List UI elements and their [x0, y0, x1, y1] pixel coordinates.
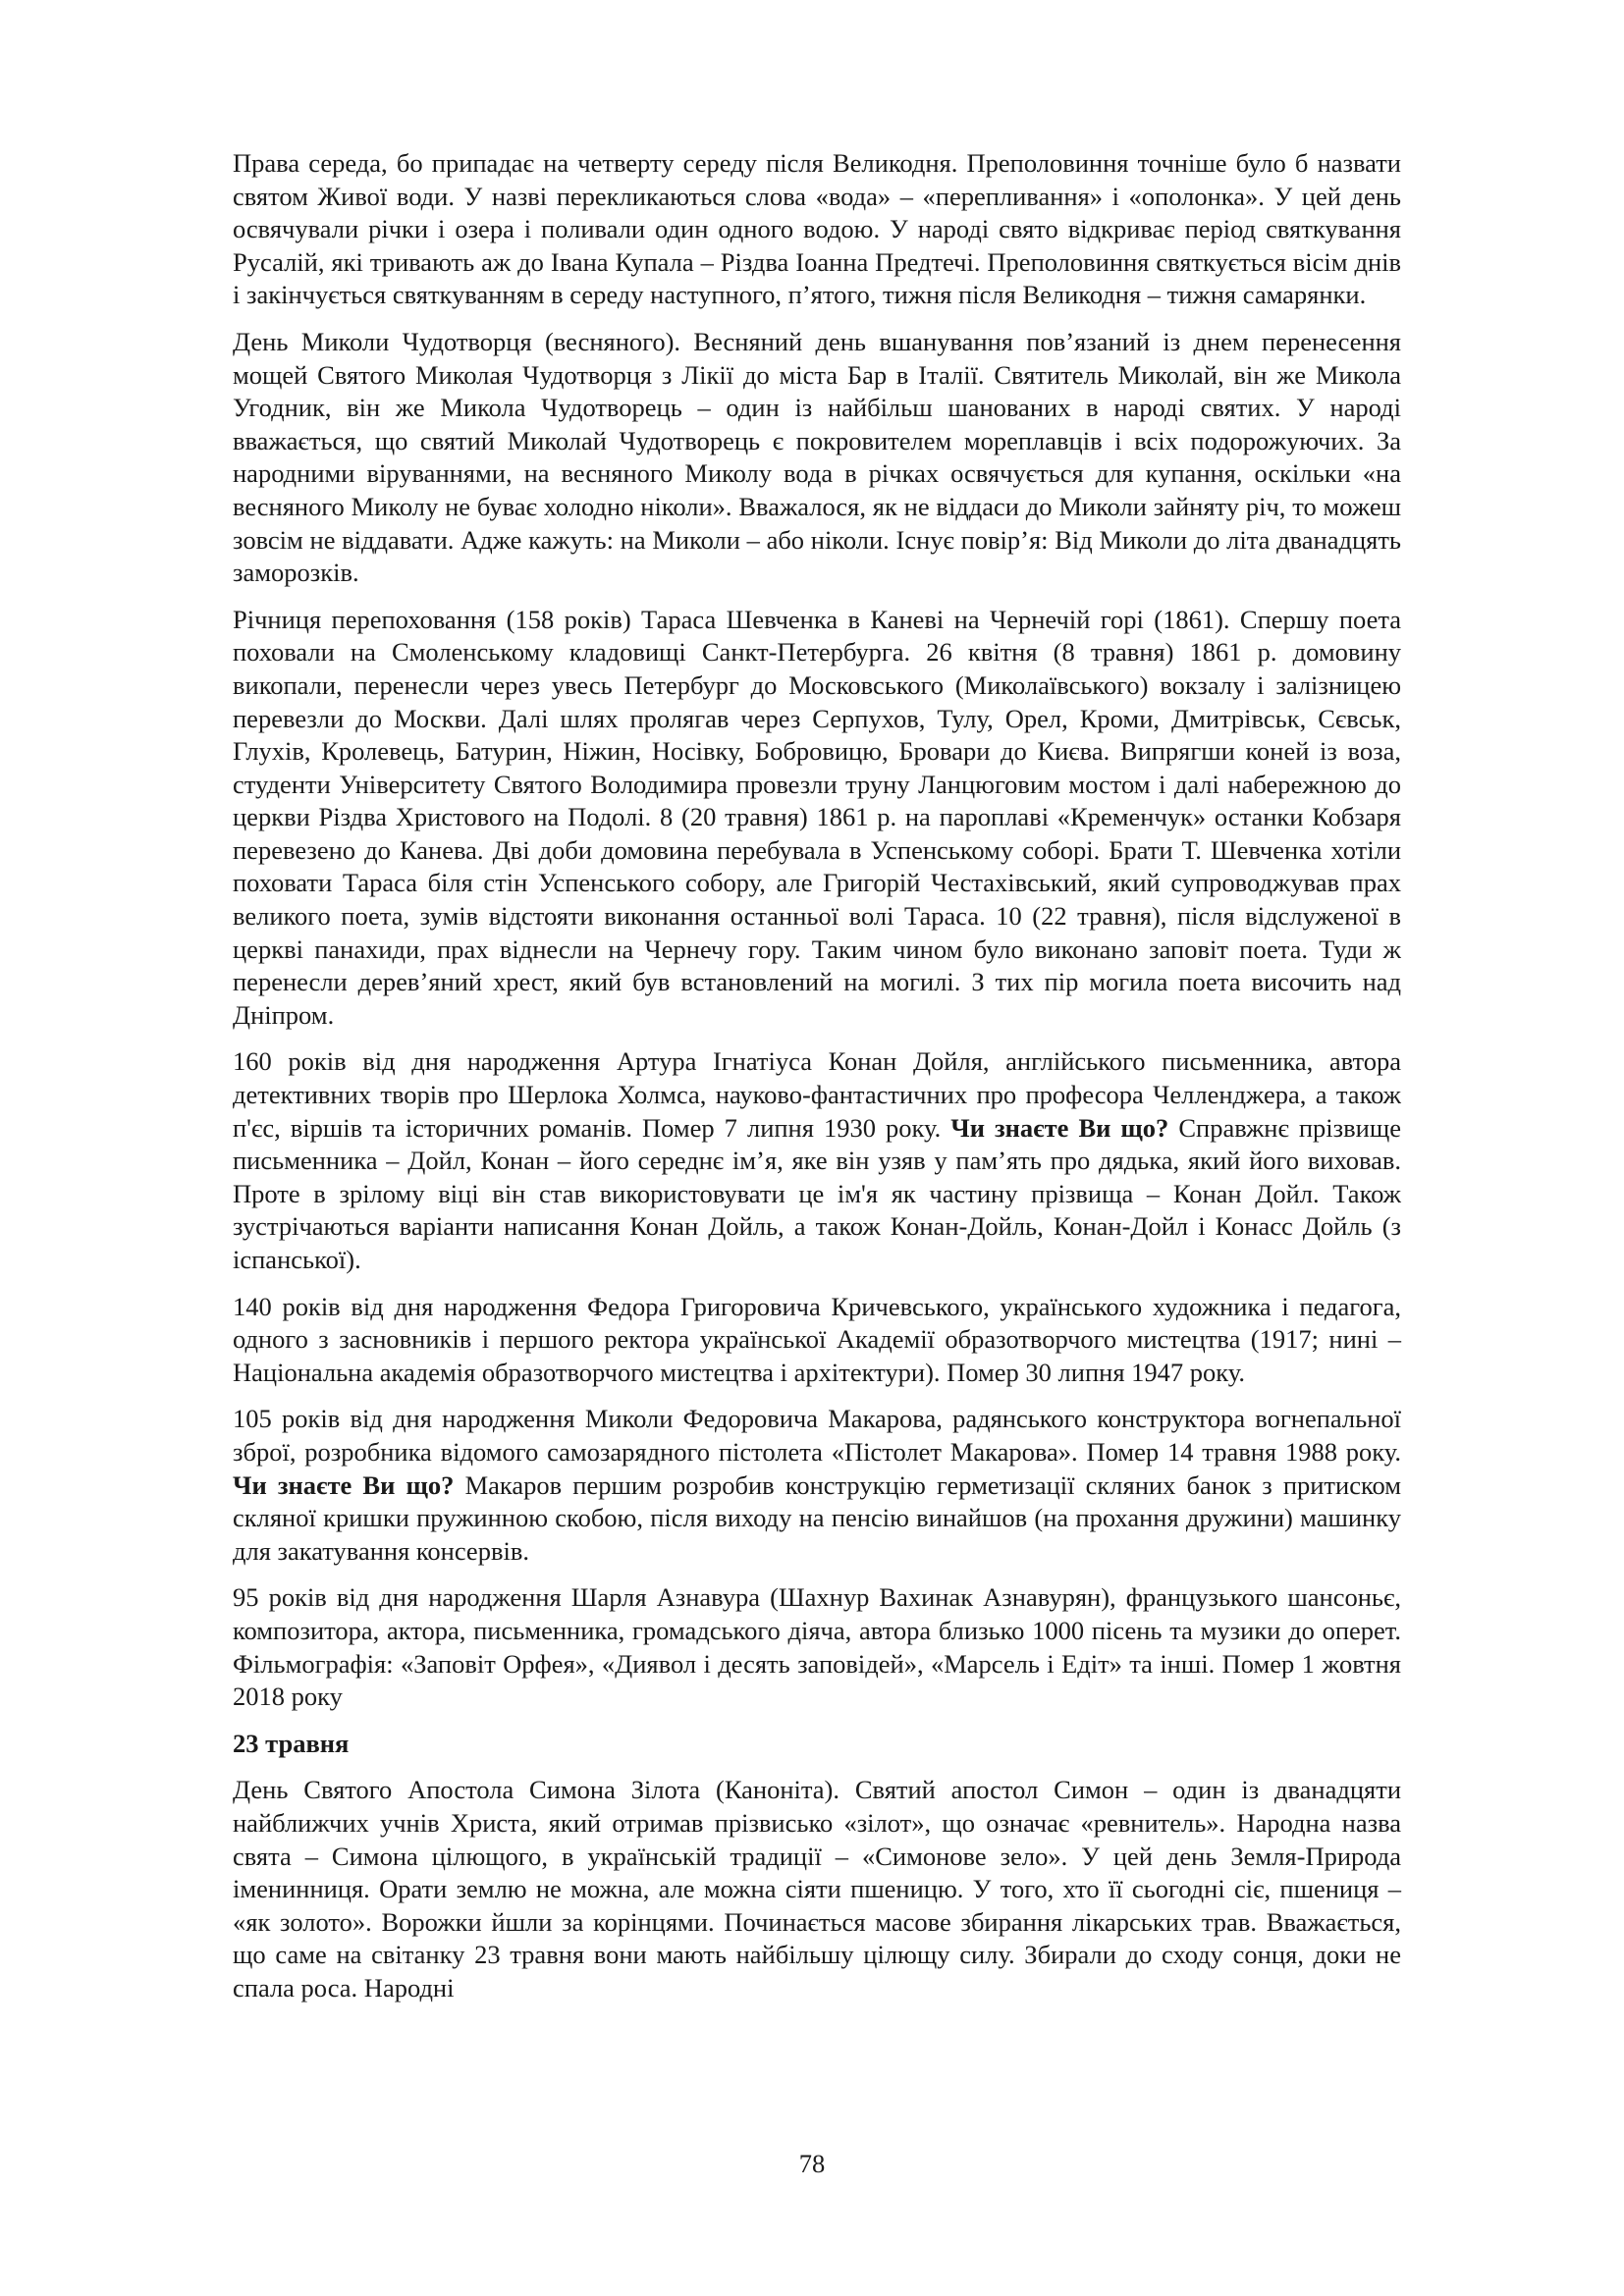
paragraph-text: Права середа, бо припадає на четверту середу після Великодня. Преполовиння точніше було б назвати святом Живої води. У назві перекликаються слова «вода» – «перепливання» і «ополонка». У цей день освячували річки і озера і поливали один одного водою. У народі свято відкриває період святкування Русалій, які тривають аж до Івана Купала – Різдва Іоанна Предтечі. Преполовиння святкується вісім днів і закінчується святкуванням в середу наступного, п’ятого, тижня після Великодня – тижня самарянки.	[233, 148, 1401, 310]
did-you-know-label: Чи знаєте Ви що?	[233, 1469, 455, 1500]
paragraph-conan-doyle	[233, 1045, 1401, 1276]
paragraph-text: Макаров першим розробив конструкцію герметизації скляних банок з притиском скляної кришки пружинною скобою, після виходу на пенсію винайшов (на прохання дружини) машинку для закатування консервів.	[233, 1469, 1401, 1566]
paragraph-text: 140 років від дня народження Федора Григоровича Кричевського, українського художника і педагога, одного з засновників і першого ректора української Академії образотворчого мистецтва (1917; нині – Національна академія образотворчого мистецтва і архітектури). Помер 30 липня 1947 року.	[233, 1291, 1401, 1387]
paragraph-mykola-chudotvorets	[233, 326, 1401, 590]
paragraph-shevchenko-reburial	[233, 604, 1401, 1033]
paragraph-makarov	[233, 1403, 1401, 1568]
paragraph-text: Річниця перепоховання (158 років) Тараса Шевченка в Каневі на Чернечій горі (1861). Спершу поета поховали на Смоленському кладовищі Санкт-Петербурга. 26 квітня (8 травня) 1861 р. домовину викопали, перенесли через увесь Петербург до Московського (Миколаївського) вокзалу і залізницею перевезли до Москви. Далі шлях пролягав через Серпухов, Тулу, Орел, Кроми, Дмитрівськ, Сєвськ, Глухів, Кролевець, Батурин, Ніжин, Носівку, Бобровицю, Бровари до Києва. Випрягши коней із воза, студенти Університету Святого Володимира провезли труну Ланцюговим мостом і далі набережною до церкви Різдва Христового на Подолі. 8 (20 травня) 1861 р. на пароплаві «Кременчук» останки Кобзаря перевезено до Канева. Дві доби домовина перебувала в Успенському соборі. Брати Т. Шевченка хотіли поховати Тараса біля стін Успенського собору, але Григорій Честахівський, який супроводжував прах великого поета, зумів відстояти виконання останньої волі Тараса. 10 (22 травня), після відслуженої в церкві панахиди, прах віднесли на Чернечу гору. Таким чином було виконано заповіт поета. Туди ж перенесли дерев’яний хрест, який був встановлений на могилі. З тих пір могила поета височить над Дніпром.	[233, 604, 1401, 1030]
paragraph-aznavour	[233, 1581, 1401, 1713]
paragraph-text: День Миколи Чудотворця (весняного). Весняний день вшанування пов’язаний із днем перенесення мощей Святого Миколая Чудотворця з Лікії до міста Бар в Італії. Святитель Миколай, він же Микола Угодник, він же Микола Чудотворець – один із найбільш шанованих в народі святих. У народі вважається, що святий Миколай Чудотворець є покровителем мореплавців і всіх подорожуючих. За народними віруваннями, на весняного Миколу вода в річках освячується для купання, оскільки «на весняного Миколу не буває холодно ніколи». Вважалося, як не віддаси до Миколи зайняту річ, то можеш зовсім не віддавати. Адже кажуть: на Миколи – або ніколи. Існує повір’я: Від Миколи до літа дванадцять заморозків.	[233, 326, 1401, 588]
paragraph-text: 95 років від дня народження Шарля Азнавура (Шахнур Вахинак Азнавурян), французького шансоньє, композитора, актора, письменника, громадського діяча, автора близько 1000 пісень та музики до оперет. Фільмографія: «Заповіт Орфея», «Диявол і десять заповідей», «Марсель і Едіт» та інші. Помер 1 жовтня 2018 року	[233, 1582, 1401, 1712]
paragraph-text: 105 років від дня народження Миколи Федоровича Макарова, радянського конструктора вогнепальної зброї, розробника відомого самозарядного пістолета «Пістолет Макарова». Помер 14 травня 1988 року.	[233, 1404, 1401, 1467]
page-number: 78	[798, 2149, 826, 2178]
paragraph-text: 160 років від дня народження Артура Ігнатіуса Конан Дойля, англійського письменника, автора детективних творів про Шерлока Холмса, науково-фантастичних про професора Челленджера, а також п'єс, віршів та історичних романів. Помер 7 липня 1930 року.	[233, 1046, 1401, 1143]
date-heading: 23 травня	[233, 1728, 350, 1758]
paragraph-krychevsky	[233, 1291, 1401, 1390]
page-body	[233, 147, 1401, 2018]
paragraph-text: Справжнє прізвище письменника – Дойл, Конан – його середнє ім’я, яке він узяв у пам’ять про дядька, який його виховав. Проте в зрілому віці він став використовувати це ім'я як частину прізвища – Конан Дойл. Також зустрічаються варіанти написання Конан Дойль, а також Конан-Дойль, Конан-Дойл і Конасс Дойль (з іспанської).	[233, 1112, 1401, 1274]
paragraph-simon-zealot	[233, 1774, 1401, 2004]
paragraph-text: День Святого Апостола Симона Зілота (Канонiта). Святий апостол Симон – один із дванадцяти найближчих учнів Христа, який отримав прізвисько «зілот», що означає «ревнитель». Народна назва свята – Симона цілющого, в українській традиції – «Симонове зело». У цей день Земля-Природа іменинниця. Орати землю не можна, але можна сіяти пшеницю. У того, хто її сьогодні сіє, пшениця – «як золото». Ворожки йшли за корінцями. Починається масове збирання лікарських трав. Вважається, що саме на світанку 23 травня вони мають найбільшу цілющу силу. Збирали до сходу сонця, доки не спала роса. Народні	[233, 1775, 1401, 2002]
paragraph-preполовиння	[233, 147, 1401, 312]
did-you-know-label: Чи знаєте Ви що?	[950, 1112, 1169, 1143]
